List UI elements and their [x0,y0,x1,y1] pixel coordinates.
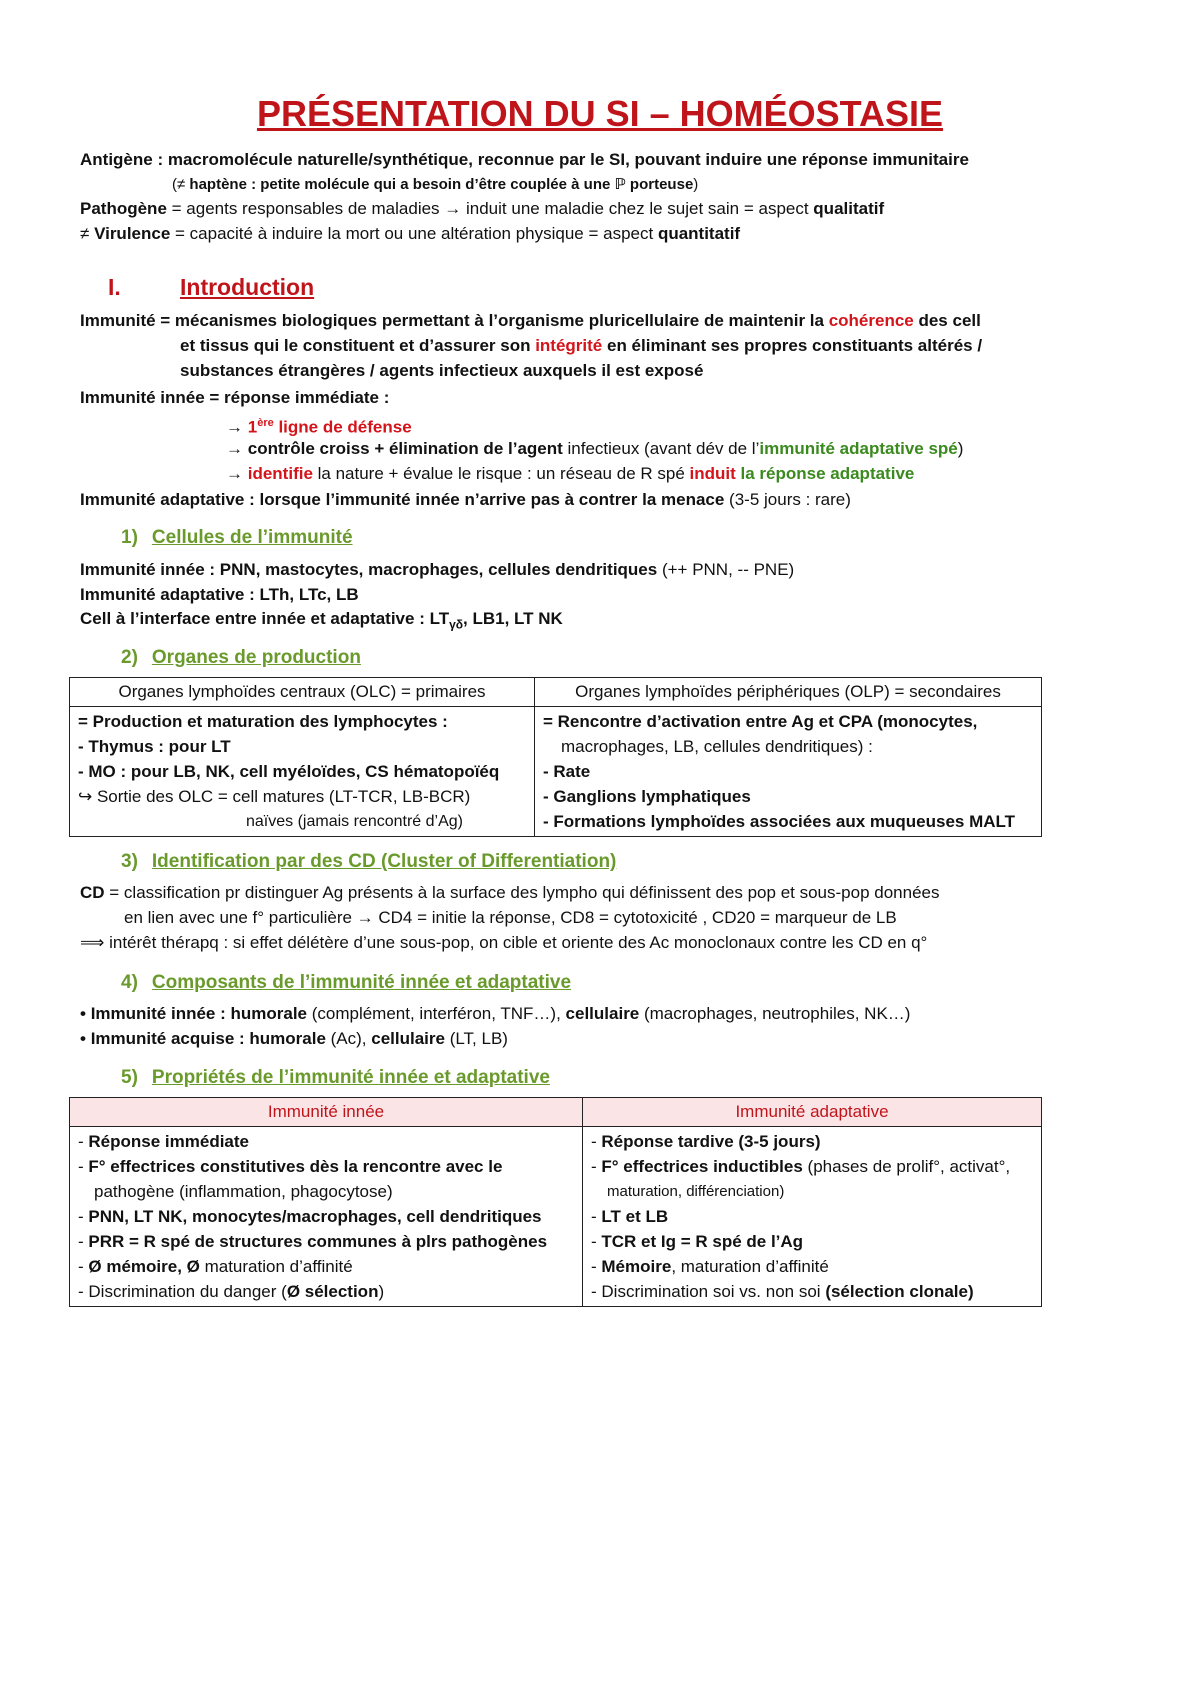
cd-definition-line3: ⟹ intérêt thérapq : si effet délétère d’une sous-pop, on cible et oriente des Ac monoclonaux contre les CD en q° [80,933,928,952]
olp-line: - Formations lymphoïdes associées aux muqueuses MALT [543,812,1016,831]
organes-header-olc: Organes lymphoïdes centraux (OLC) = primaires [70,678,535,707]
cellules-innee: Immunité innée : PNN, mastocytes, macrophages, cellules dendritiques (++ PNN, -- PNE) [80,560,795,579]
subheading-cd: 3) Identification par des CD (Cluster of Differentiation) [121,851,617,872]
adaptative-line: - F° effectrices inductibles (phases de prolif°, activat°, [591,1157,1011,1176]
subheading-proprietes: 5) Propriétés de l’immunité innée et adaptative [121,1067,550,1088]
olp-line: - Rate [543,762,591,781]
organes-olp-cell [535,707,1042,837]
subheading-organes: 2) Organes de production [121,647,361,668]
olp-line: macrophages, LB, cellules dendritiques) : [561,737,873,756]
haptene-note: (≠ haptène : petite molécule qui a besoin d’être couplée à une ℙ porteuse) [172,176,699,193]
olc-line: - Thymus : pour LT [78,737,231,756]
organes-table [69,677,1042,837]
immunite-adaptative-line: Immunité adaptative : lorsque l’immunité innée n’arrive pas à contrer la menace (3-5 jours : rare) [80,490,851,509]
innee-line: - Discrimination du danger (Ø sélection) [78,1282,385,1301]
cellules-interface: Cell à l’interface entre innée et adaptative : $LT_{\gamma\delta}$, LB1, LT NK [80,609,563,632]
adaptative-line: - Discrimination soi vs. non soi (sélection clonale) [591,1282,974,1301]
olc-line: = Production et maturation des lymphocytes : [78,712,448,731]
olc-line: naïves (jamais rencontré d’Ag) [246,813,463,830]
subheading-cellules: 1) Cellules de l’immunité [121,527,353,548]
cd-definition-line2: en lien avec une f° particulière → CD4 = initie la réponse, CD8 = cytotoxicité , CD20 = marqueur de LB [124,908,897,927]
organes-header-olp: Organes lymphoïdes périphériques (OLP) = secondaires [535,678,1042,707]
olp-line: - Ganglions lymphatiques [543,787,751,806]
page-title: PRÉSENTATION DU SI – HOMÉOSTASIE [256,93,944,134]
innee-line: - Ø mémoire, Ø maturation d’affinité [78,1257,353,1276]
innee-arrow-3: → identifie la nature + évalue le risque : un réseau de R spé induit la réponse adaptative [226,464,915,483]
virulence-definition: ≠ Virulence = capacité à induire la mort ou une altération physique = aspect quantitatif [80,224,741,243]
adaptative-line: maturation, différenciation) [607,1183,785,1200]
organes-olc-cell [70,707,535,837]
cellules-adaptative: Immunité adaptative : LTh, LTc, LB [80,585,359,604]
proprietes-adaptative-cell [583,1127,1042,1307]
immunite-definition-line3: substances étrangères / agents infectieux auxquels il est exposé [180,361,704,380]
innee-arrow-1: → 1ère ligne de défense [226,417,412,437]
pathogene-definition: Pathogène = agents responsables de maladies → induit une maladie chez le sujet sain = aspect qualitatif [80,199,885,218]
adaptative-line: - Réponse tardive (3-5 jours) [591,1132,821,1151]
composants-innee: • Immunité innée : humorale (complément, interféron, TNF…), cellulaire (macrophages, neutrophiles, NK…) [80,1004,911,1023]
innee-arrow-2: → contrôle croiss + élimination de l’agent infectieux (avant dév de l’immunité adaptative spé) [226,439,964,458]
adaptative-line: - TCR et Ig = R spé de l’Ag [591,1232,804,1251]
innee-line: - PRR = R spé de structures communes à plrs pathogènes [78,1232,548,1251]
proprietes-innee-cell [70,1127,583,1307]
adaptative-line: - Mémoire, maturation d’affinité [591,1257,829,1276]
olc-line: - MO : pour LB, NK, cell myéloïdes, CS hématopoïéq [78,762,500,781]
proprietes-header-innee: Immunité innée [70,1098,583,1127]
olp-line: = Rencontre d’activation entre Ag et CPA (monocytes, [543,712,978,731]
immunite-definition-line2: et tissus qui le constituent et d’assurer son intégrité en éliminant ses propres constituants altérés / [180,336,983,355]
composants-acquise: • Immunité acquise : humorale (Ac), cellulaire (LT, LB) [80,1029,508,1048]
proprietes-table [69,1097,1042,1307]
innee-line: pathogène (inflammation, phagocytose) [94,1182,393,1201]
document-page: PRÉSENTATION DU SI – HOMÉOSTASIE Antigène : macromolécule naturelle/synthétique, reconnue par le SI, pouvant induire une réponse immunitaire (≠ haptène : petite molécule qui a besoin d’être couplée à une ℙ porteuse) Pathogène = agents responsables de maladies → induit une maladie chez le sujet sain = aspect qualitatif ≠ Virulence = capacité à induire la mort ou une altération physique = aspect quantitatif I. Introduction Immunité = mécanismes biologiques permettant à l’organisme pluricellulaire de maintenir la cohérence des cell et tissus qui le constituent et d’assurer son intégrité en éliminant ses propres constituants altérés / substances étrangères / agents infectieux auxquels il est exposé Immunité innée = réponse immédiate : → 1ère ligne de défense → contrôle croiss + élimination de l’agent infectieux (avant dév de l’immunité adaptative spé) → identifie la nature + évalue le risque : un réseau de R spé induit la réponse adaptative Immunité adaptative : lorsque l’immunité innée n’arrive pas à contrer la menace (3-5 jours : rare) 1) Cellules de l’immunité Immunité innée : PNN, mastocytes, macrophages, cellules dendritiques (++ PNN, -- PNE) Immunité adaptative : LTh, LTc, LB Cell à l’interface entre innée et adaptative : $LT_{\gamma\delta}$, LB1, LT NK 2) Organes de production Organes lymphoïdes centraux (OLC) = primaires Organes lymphoïdes périphériques (OLP) = secondaires = Production et maturation des lymphocytes : - Thymus : pour LT - MO : pour LB, NK, cell myéloïdes, CS hématopoïéq ↪ Sortie des OLC = cell matures (LT-TCR, LB-BCR) naïves (jamais rencontré d’Ag) = Rencontre d’activation entre Ag et CPA (monocytes, macrophages, LB, cellules dendritiques) : - Rate - Ganglions lymphatiques - Formations lymphoïdes associées aux muqueuses MALT 3) Identification par des CD (Cluster of Differentiation) CD = classification pr distinguer Ag présents à la surface des lympho qui définissent des pop et sous-pop données en lien avec une f° particulière → CD4 = initie la réponse, CD8 = cytotoxicité , CD20 = marqueur de LB ⟹ intérêt thérapq : si effet délétère d’une sous-pop, on cible et oriente des Ac monoclonaux contre les CD en q° 4) Composants de l’immunité innée et adaptative • Immunité innée : humorale (complément, interféron, TNF…), cellulaire (macrophages, neutrophiles, NK…) • Immunité acquise : humorale (Ac), cellulaire (LT, LB) 5) Propriétés de l’immunité innée et adaptative Immunité innée Immunité adaptative - Réponse immédiate - F° effectrices constitutives dès la rencontre avec le pathogène (inflammation, phagocytose) - PNN, LT NK, monocytes/macrophages, cell dendritiques - PRR = R spé de structures communes à plrs pathogènes - Ø mémoire, Ø maturation d’affinité - Discrimination du danger (Ø sélection) - Réponse tardive (3-5 jours) - F° effectrices inductibles (phases de prolif°, activat°, maturation, différenciation) - LT et LB - TCR et Ig = R spé de l’Ag - Mémoire, maturation d’affinité - Discrimination soi vs. non soi (sélection clonale) [0,0,1200,1696]
innee-line: - PNN, LT NK, monocytes/macrophages, cell dendritiques [78,1207,542,1226]
antigene-definition: Antigène : macromolécule naturelle/synthétique, reconnue par le SI, pouvant induire une réponse immunitaire [80,150,969,169]
innee-line: - Réponse immédiate [78,1132,249,1151]
immunite-innee-line: Immunité innée = réponse immédiate : [80,388,390,407]
proprietes-header-adaptative: Immunité adaptative [583,1098,1042,1127]
immunite-definition-line1: Immunité = mécanismes biologiques permettant à l’organisme pluricellulaire de maintenir la cohérence des cell [80,311,981,330]
olc-line: ↪ Sortie des OLC = cell matures (LT-TCR, LB-BCR) [78,787,471,806]
adaptative-line: - LT et LB [591,1207,669,1226]
innee-line: - F° effectrices constitutives dès la rencontre avec le [78,1157,503,1176]
subheading-composants: 4) Composants de l’immunité innée et adaptative [121,972,572,993]
cd-definition-line1: CD = classification pr distinguer Ag présents à la surface des lympho qui définissent des pop et sous-pop données [80,883,940,902]
